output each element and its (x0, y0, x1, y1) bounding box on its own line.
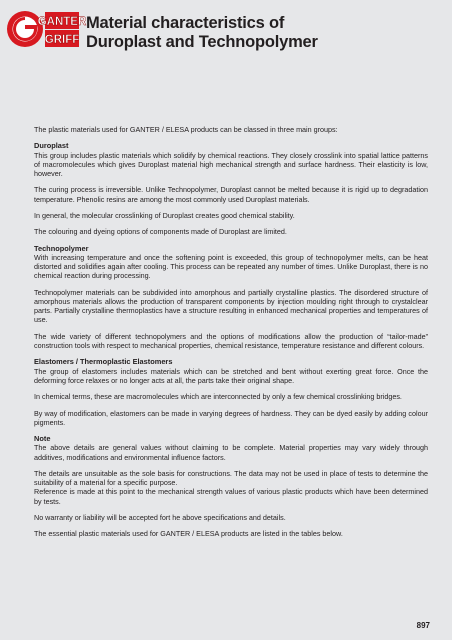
duroplast-paragraph-4: The colouring and dyeing options of components made of Duroplast are limited. (34, 227, 287, 237)
note-paragraph-1: The above details are general values without claiming to be complete. Material properties may vary widely through additives, modifications and environmental influence factors. (34, 443, 428, 462)
duroplast-paragraph-1: This group includes plastic materials which solidify by chemical reactions. They closely crosslink into spatial lattice patterns of macromolecules which gives Duroplast material high mechanical strength and surface hardness. Their elasticity is low, however. (34, 150, 428, 178)
technopolymer-paragraph-1: With increasing temperature and once the softening point is exceeded, this group of technopolymer melts, can be heat distorted and solidifies again after cooling. This process can be repeated any number of times. Unlike Duroplast, there is no chemical reaction during processing. (34, 252, 428, 281)
page-title (86, 14, 318, 52)
elastomers-heading: Elastomers / Thermoplastic Elastomers (34, 357, 173, 367)
intro-paragraph: The plastic materials used for GANTER / ELESA products can be classed in three main groups: (34, 125, 338, 134)
note-paragraph-2a: The details are unsuitable as the sole basis for constructions. The data may not be used in place of tests to determine the suitability of a material for a specific purpose. (34, 468, 428, 488)
body-text (34, 125, 428, 546)
note-heading: Note (34, 434, 51, 444)
duroplast-paragraph-2: The curing process is irreversible. Unlike Technopolymer, Duroplast cannot be melted because it is rigid up to degradation temperature. Phenolic resins are among the most commonly used Duroplast materials. (34, 185, 428, 204)
ganter-griff-logo (6, 7, 87, 51)
duroplast-paragraph-3: In general, the molecular crosslinking of Duroplast creates good chemical stability. (34, 210, 295, 220)
elastomers-paragraph-2: In chemical terms, these are macromolecules which are interconnected by only a few chemical crosslinking bridges. (34, 392, 402, 402)
note-paragraph-3: No warranty or liability will be accepted fort he above specifications and details. (34, 512, 286, 522)
note-paragraph-2 (34, 469, 428, 487)
note-paragraph-2b: Reference is made at this point to the mechanical strength values of various plastic products which have been determined by tests. (34, 487, 428, 506)
title-line-2: Duroplast and Technopolymer (86, 33, 318, 51)
title-line-1: Material characteristics of (86, 14, 285, 32)
note-paragraph-4: The essential plastic materials used for GANTER / ELESA products are listed in the tables below. (34, 529, 343, 539)
technopolymer-paragraph-3: The wide variety of different technopolymers and the options of modifications allow the production of “tailor-made” construction tools with respect to mechanical properties, chemical resistance, temperature resistance and different colours. (34, 331, 428, 350)
svg-text:GANTER: GANTER (37, 16, 87, 28)
technopolymer-heading: Technopolymer (34, 243, 89, 253)
elastomers-paragraph-3: By way of modification, elastomers can be made in varying degrees of hardness. They can be dyed easily by adding colour pigments. (34, 408, 428, 427)
elastomers-paragraph-1: The group of elastomers includes materials which can be stretched and bent without exerting great force. Once the deforming force relaxes or no longer acts at all, the parts take their original shape. (34, 366, 428, 385)
technopolymer-paragraph-2: Technopolymer materials can be subdivided into amorphous and partially crystalline plastics. The disordered structure of amorphous materials allows the production of transparent components by injection moulding right through to crystalclear parts. Partially crystalline thermoplastics have a structure resulting in enhanced mechanical properties and temperatures of use. (34, 287, 428, 325)
duroplast-heading: Duroplast (34, 141, 69, 151)
svg-text:GRIFF: GRIFF (44, 34, 80, 46)
page-number: 897 (416, 621, 430, 630)
